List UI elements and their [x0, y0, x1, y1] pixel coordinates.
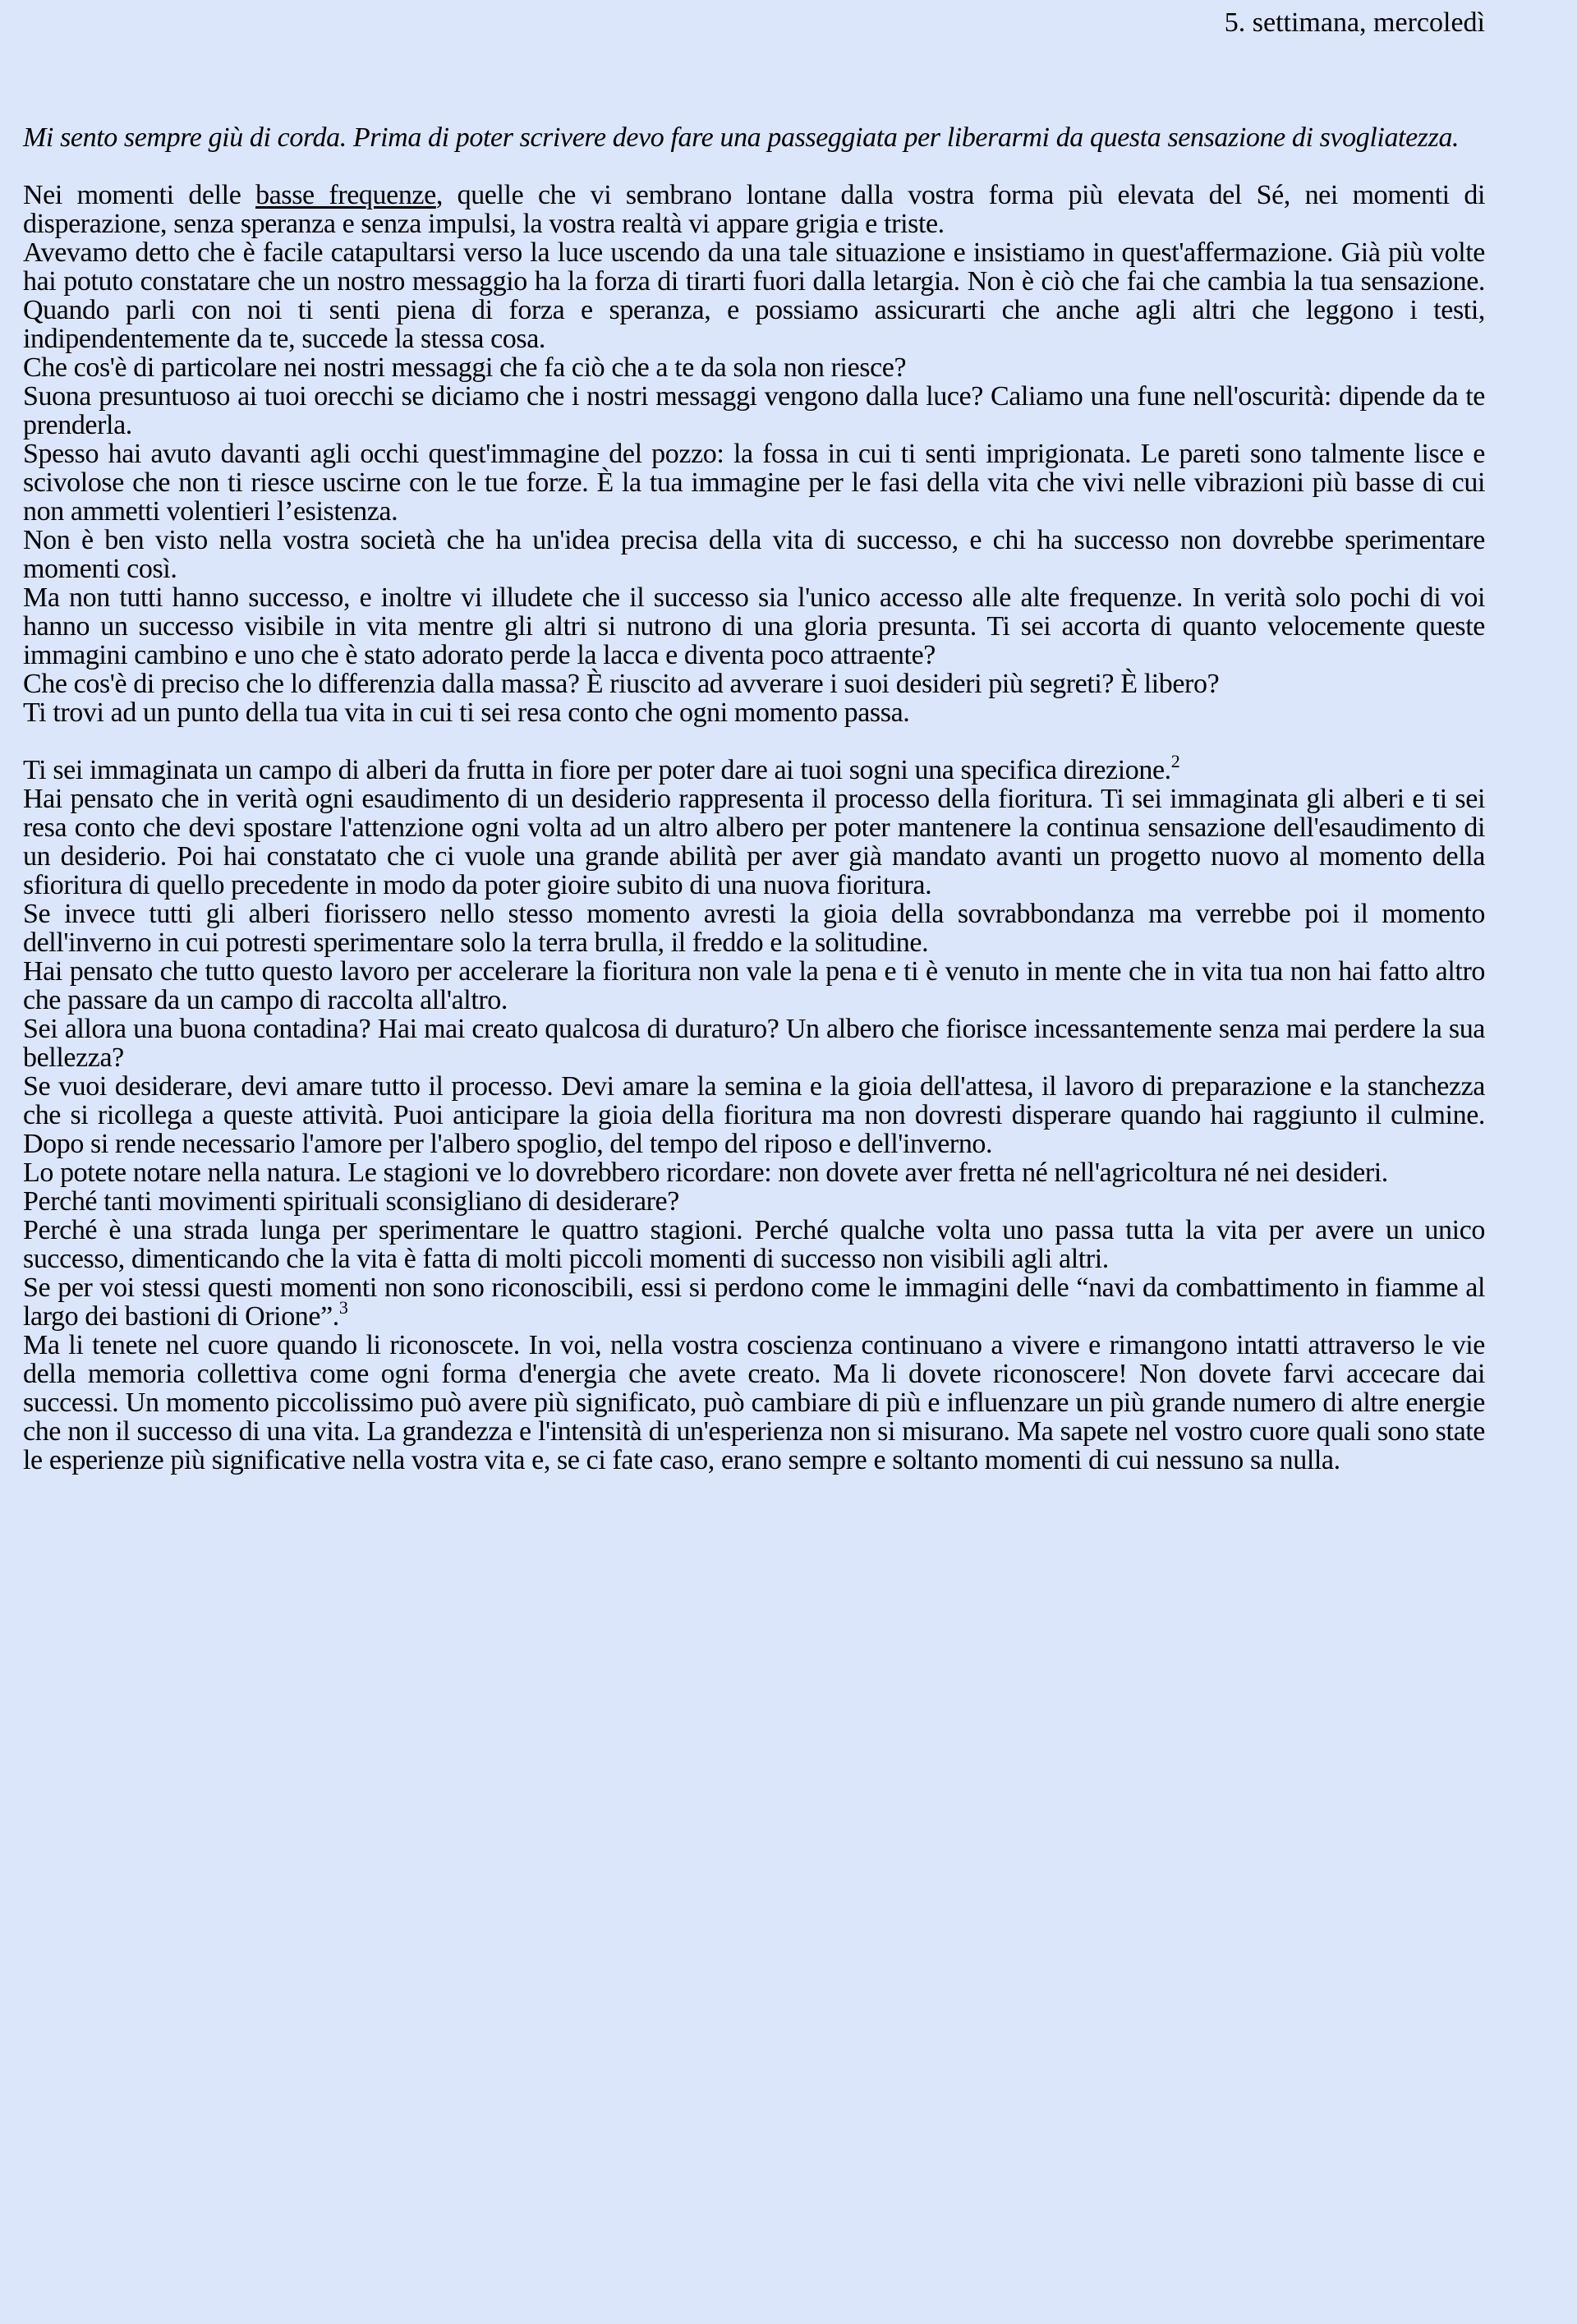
paragraph: Che cos'è di preciso che lo differenzia dalla massa? È riuscito ad avverare i suoi desideri più segreti? È libero? — [23, 669, 1220, 699]
paragraph: Che cos'è di particolare nei nostri messaggi che fa ciò che a te da sola non riesce? — [23, 352, 907, 383]
paragraph: Avevamo detto che è facile catapultarsi verso la luce uscendo da una tale situazione e insistiamo in quest'affermazione. Già più volte hai potuto constatare che un nostro messaggio ha la forza di tirarti fuori dalla letargia. Non è ciò che fai che cambia la tua sensazione. Quando parli con noi ti senti piena di forza e speranza, e possiamo assicurarti che anche agli altri che leggono i testi, indipendentemente da te, succede la stessa cosa. — [23, 237, 1485, 354]
paragraph-final: Ma li tenete nel cuore quando li riconoscete. In voi, nella vostra coscienza continuano a vivere e rimangono intatti attraverso le vie della memoria collettiva come ogni forma d'energia che avete creato. Ma li dovete riconoscere! Non dovete farvi accecare dai successi. Un momento piccolissimo può avere più significato, può cambiare di più e influenzare un più grande numero di altre energie che non il successo di una vita. La grandezza e l'intensità di un'esperienza non si misurano. Ma sapete nel vostro cuore quali sono state le esperienze più significative nella vostra vita e, se ci fate caso, erano sempre e soltanto momenti di cui nessuno sa nulla. — [23, 1330, 1485, 1475]
paragraph: Lo potete notare nella natura. Le stagioni ve lo dovrebbero ricordare: non dovete aver fretta né nell'agricoltura né nei desideri. — [23, 1157, 1388, 1188]
paragraph-orchard — [23, 751, 1485, 785]
paragraph: Ti trovi ad un punto della tua vita in cui ti sei resa conto che ogni momento passa. — [23, 697, 910, 728]
paragraph-basse-frequenze — [23, 181, 1485, 238]
paragraph: Sei allora una buona contadina? Hai mai creato qualcosa di duraturo? Un albero che fiorisce incessantemente senza mai perdere la sua bellezza? — [23, 1014, 1485, 1073]
paragraph: Perché tanti movimenti spirituali sconsigliano di desiderare? — [23, 1186, 679, 1217]
paragraph-text: Se per voi stessi questi momenti non sono riconoscibili, essi si perdono come le immagini delle “navi da combattimento in fiamme al largo dei bastioni di Orione”. — [23, 1272, 1485, 1332]
document-body — [23, 123, 1485, 1475]
paragraph-text: Nei momenti delle — [23, 180, 256, 210]
paragraph-orion — [23, 1273, 1485, 1331]
paragraph-text: , quelle che vi sembrano lontane dalla vostra forma più elevata del Sé, nei momenti di disperazione, senza speranza e senza impulsi, la vostra realtà vi appare grigia e triste. — [23, 180, 1485, 239]
paragraph: Perché è una strada lunga per sperimentare le quattro stagioni. Perché qualche volta uno passa tutta la vita per avere un unico successo, dimenticando che la vita è fatta di molti piccoli momenti di successo non visibili agli altri. — [23, 1215, 1485, 1274]
paragraph: Suona presuntuoso ai tuoi orecchi se diciamo che i nostri messaggi vengono dalla luce? Caliamo una fune nell'oscurità: dipende da te prenderla. — [23, 381, 1485, 440]
paragraph: Se invece tutti gli alberi fiorissero nello stesso momento avresti la gioia della sovrabbondanza ma verrebbe poi il momento dell'inverno in cui potresti sperimentare solo la terra brulla, il freddo e la solitudine. — [23, 899, 1485, 958]
paragraph: Hai pensato che tutto questo lavoro per accelerare la fioritura non vale la pena e ti è venuto in mente che in vita tua non hai fatto altro che passare da un campo di raccolta all'altro. — [23, 956, 1485, 1015]
footnote-marker[interactable]: 2 — [1170, 751, 1180, 771]
paragraph-text: Ti sei immaginata un campo di alberi da frutta in fiore per poter dare ai tuoi sogni una specifica direzione. — [23, 755, 1171, 785]
paragraph: Spesso hai avuto davanti agli occhi quest'immagine del pozzo: la fossa in cui ti senti imprigionata. Le pareti sono talmente lisce e scivolose che non ti riesce uscirne con le tue forze. È la tua immagine per le fasi della vita che vivi nelle vibrazioni più basse di cui non ammetti volentieri l’esistenza. — [23, 439, 1485, 527]
paragraph: Non è ben visto nella vostra società che ha un'idea precisa della vita di successo, e chi ha successo non dovrebbe sperimentare momenti così. — [23, 525, 1485, 584]
underlined-term: basse frequenze — [255, 180, 436, 210]
paragraph: Hai pensato che in verità ogni esaudimento di un desiderio rappresenta il processo della fioritura. Ti sei immaginata gli alberi e ti sei resa conto che devi spostare l'attenzione ogni volta ad un altro albero per poter mantenere la continua sensazione dell'esaudimento di un desiderio. Poi hai constatato che ci vuole una grande abilità per aver già mandato avanti un progetto nuovo al momento della sfioritura di quello precedente in modo da poter gioire subito di una nuova fioritura. — [23, 784, 1485, 900]
paragraph: Ma non tutti hanno successo, e inoltre vi illudete che il successo sia l'unico accesso alle alte frequenze. In verità solo pochi di voi hanno un successo visibile in vita mentre gli altri si nutrono di una gloria presunta. Ti sei accorta di quanto velocemente queste immagini cambino e uno che è stato adorato perde la lacca e diventa poco attraente? — [23, 582, 1485, 670]
paragraph: Se vuoi desiderare, devi amare tutto il processo. Devi amare la semina e la gioia dell'attesa, il lavoro di preparazione e la stanchezza che si ricollega a queste attività. Puoi anticipare la gioia della fioritura ma non dovresti disperare quando hai raggiunto il culmine. Dopo si rende necessario l'amore per l'albero spoglio, del tempo del riposo e dell'inverno. — [23, 1071, 1485, 1159]
page-header-date: 5. settimana, mercoledì — [1224, 7, 1485, 38]
intro-paragraph-italic: Mi sento sempre giù di corda. Prima di poter scrivere devo fare una passeggiata per liberarmi da questa sensazione di svogliatezza. — [23, 122, 1460, 153]
footnote-marker[interactable]: 3 — [338, 1297, 348, 1318]
